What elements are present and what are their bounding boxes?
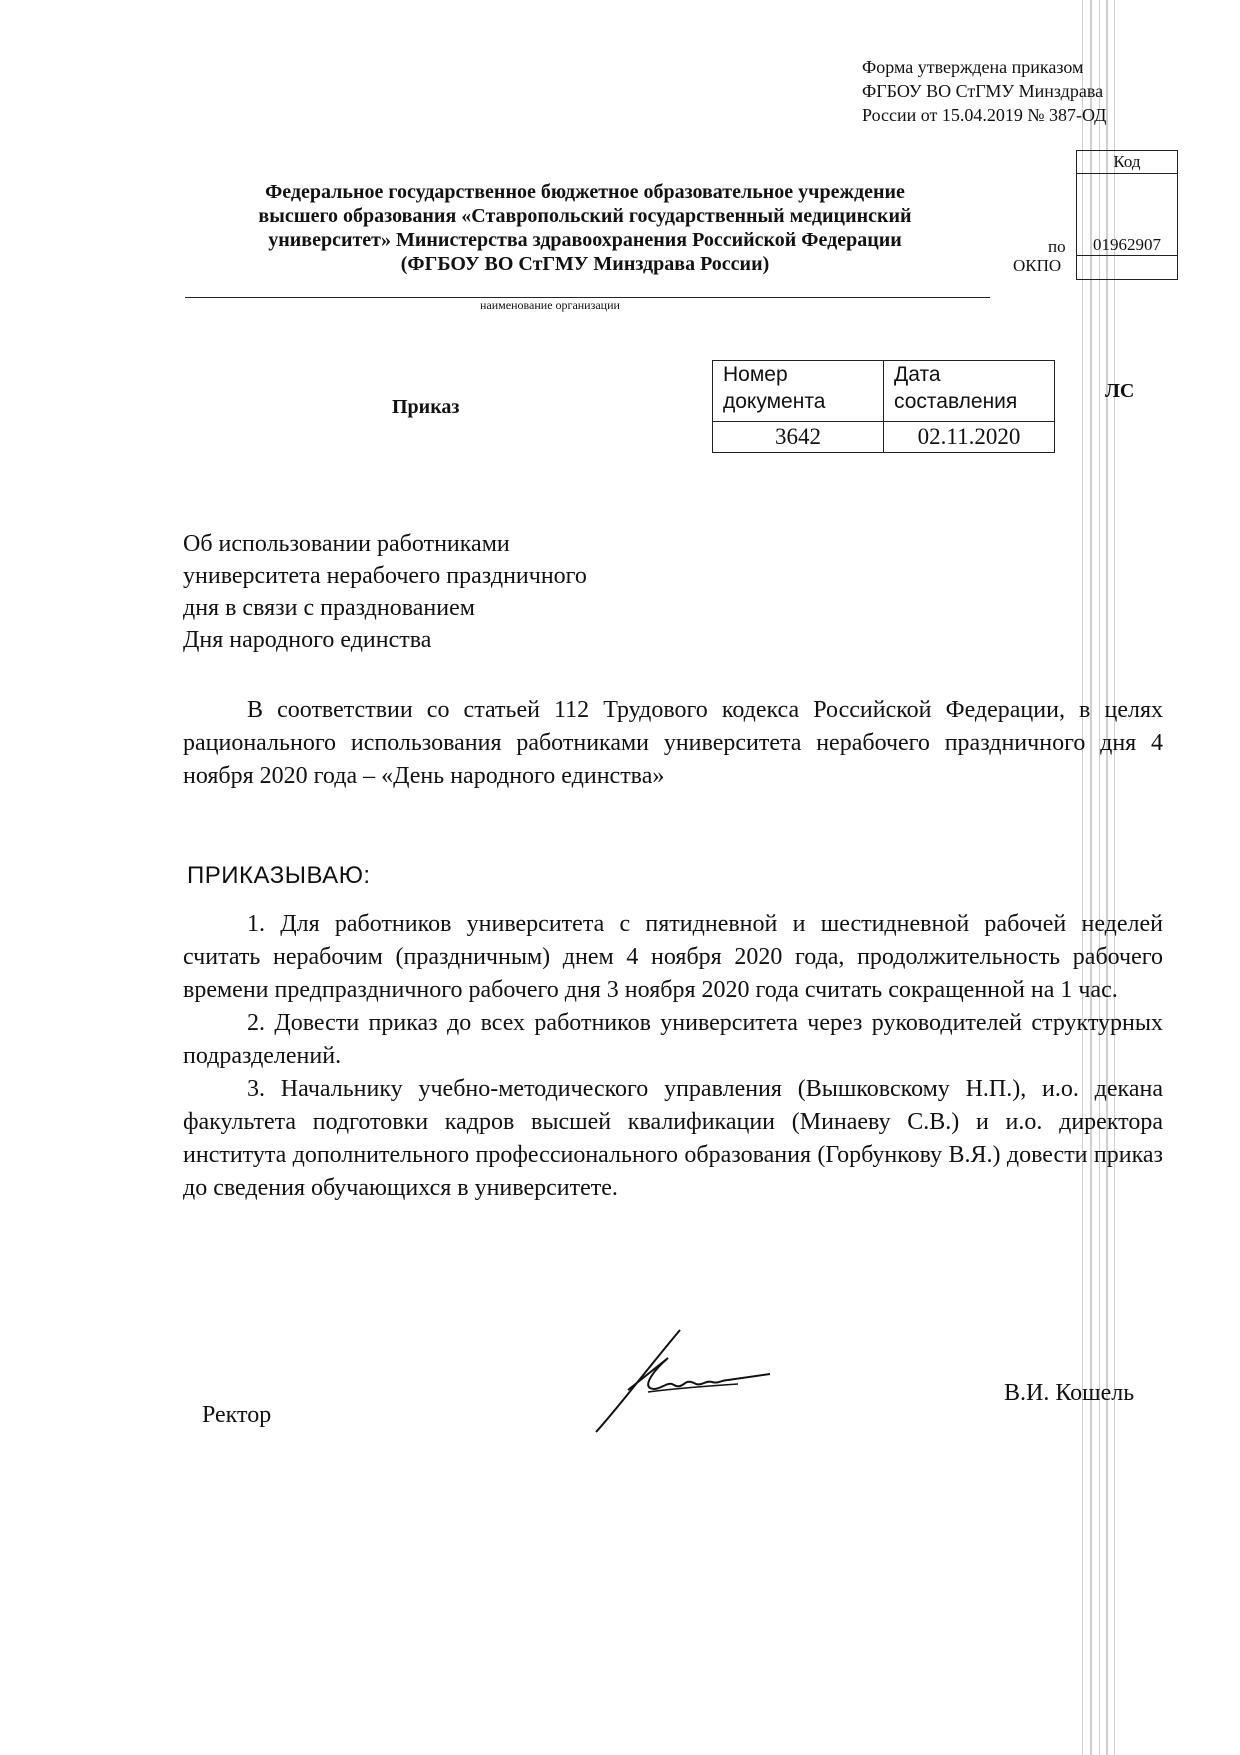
subject-line: дня в связи с празднованием (183, 595, 475, 621)
okpo-value: 01962907 (1093, 235, 1161, 254)
date-header: Дата составления (884, 361, 1055, 422)
order-item-1: 1. Для работников университета с пятидневной и шестидневной рабочей неделей считать нерабочим (праздничным) днем 4 ноября 2020 года, продолжительность рабочего времени предпраздничного рабочего дня 3 ноября 2020 года считать сокращенной на 1 час. (183, 911, 1163, 1003)
prikazyvayu-heading: ПРИКАЗЫВАЮ: (187, 862, 371, 889)
ls-mark: ЛС (1105, 380, 1135, 402)
order-item-3: 3. Начальнику учебно-методического управления (Вышковскому Н.П.), и.о. декана факультета подготовки кадров высшей квалификации (Минаеву С.В.) и и.о. директора института дополнительного профессионального образования (Горбункову В.Я.) довести приказ до сведения обучающихся в университете. (183, 1076, 1163, 1201)
order-items (183, 908, 1163, 1205)
preamble (183, 694, 1163, 793)
signatory-position: Ректор (202, 1402, 272, 1428)
order-item-2: 2. Довести приказ до всех работников университета через руководителей структурных подразделений. (183, 1010, 1163, 1069)
handwritten-signature (588, 1328, 778, 1438)
signatory-name: В.И. Кошель (1004, 1380, 1135, 1406)
okpo-label: ОКПО (1013, 256, 1062, 275)
org-line: университет» Министерства здравоохранения Российской Федерации (268, 229, 902, 251)
code-box-header: Код (1077, 151, 1177, 174)
okpo-po-label: по (1048, 237, 1066, 256)
code-box (1076, 150, 1178, 280)
doc-number-value: 3642 (713, 422, 884, 453)
organization-name (190, 180, 980, 276)
form-note-line: России от 15.04.2019 № 387-ОД (862, 105, 1107, 125)
subject-line: Дня народного единства (183, 627, 432, 653)
org-line: Федеральное государственное бюджетное образовательное учреждение (265, 181, 905, 203)
subject-line: университета нерабочего праздничного (183, 563, 587, 589)
organization-caption: наименование организации (480, 298, 620, 312)
order-title: Приказ (392, 396, 460, 418)
subject-line: Об использовании работниками (183, 531, 510, 557)
form-note-line: Форма утверждена приказом (862, 57, 1084, 77)
org-line: высшего образования «Ставропольский государственный медицинский (258, 205, 912, 227)
preamble-text: В соответствии со статьей 112 Трудового кодекса Российской Федерации, в целях рационального использования работниками университета нерабочего праздничного дня 4 ноября 2020 года – «День народного единства» (183, 697, 1163, 789)
form-approval-note (862, 55, 1106, 127)
org-line: (ФГБОУ ВО СтГМУ Минздрава России) (400, 253, 770, 275)
date-value: 02.11.2020 (884, 422, 1055, 453)
order-subject (183, 528, 587, 656)
doc-number-header: Номер документа (713, 361, 884, 422)
document-number-table (712, 360, 1055, 453)
form-note-line: ФГБОУ ВО СтГМУ Минздрава (862, 81, 1104, 101)
